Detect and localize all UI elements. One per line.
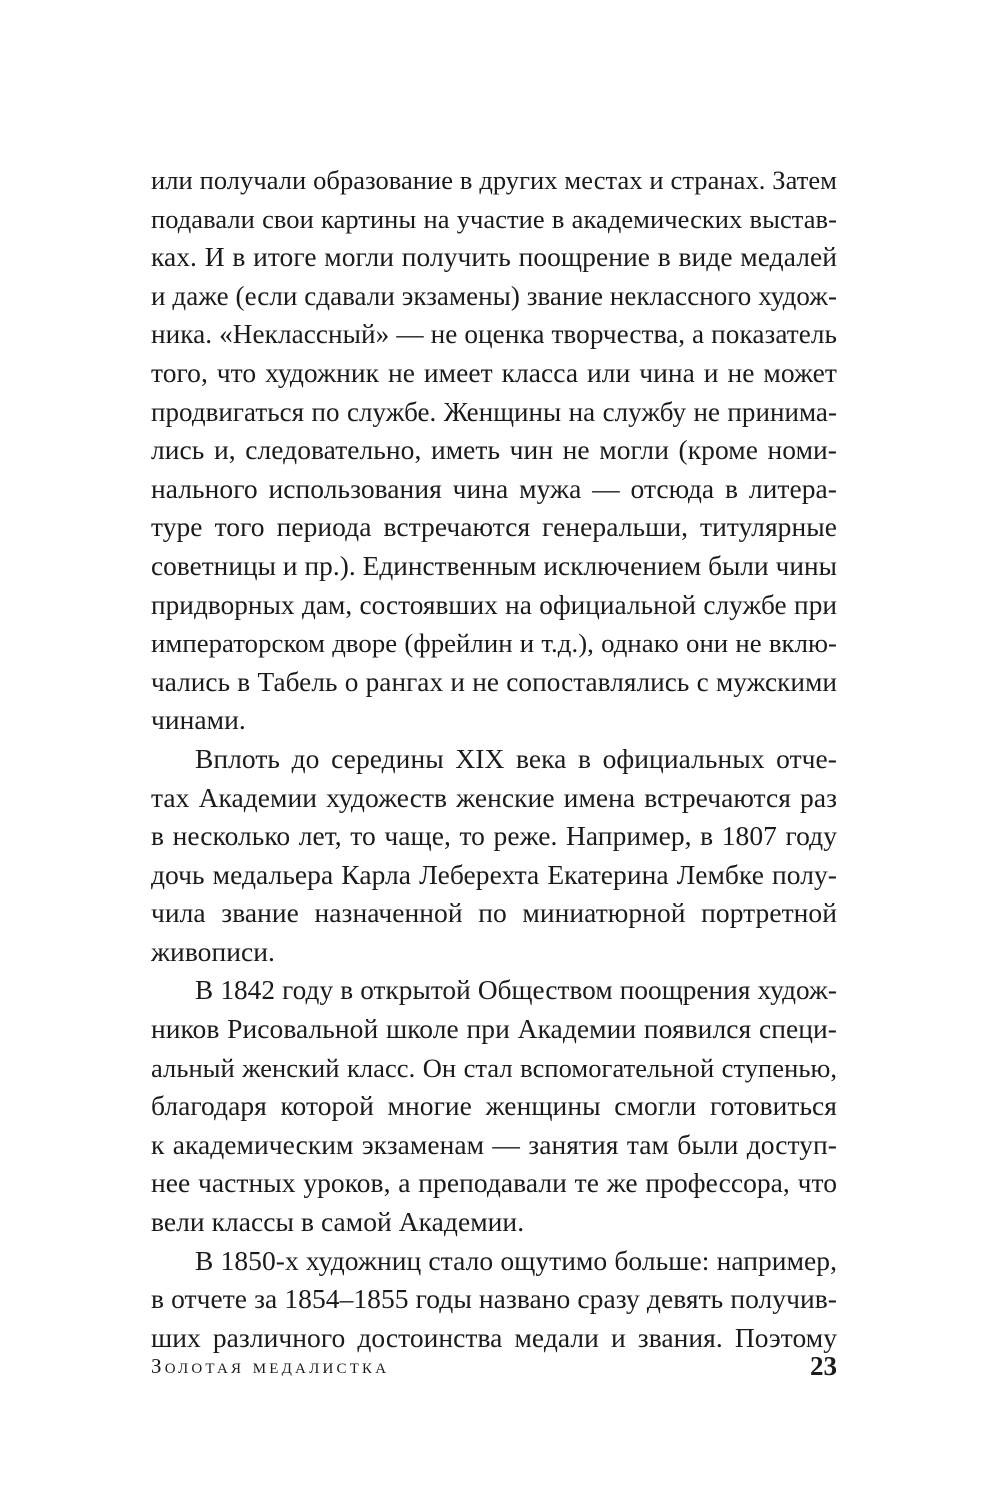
text-line: ках. И в итоге могли получить поощрение в виде медалей (151, 241, 837, 273)
page-footer (151, 1346, 837, 1386)
text-line: советницы и пр.). Единственным исключением были чины (151, 550, 837, 581)
text-line: чинами. (151, 704, 246, 736)
page-body (151, 161, 837, 1357)
text-line: ников Рисовальной школе при Академии появился специ- (151, 1013, 837, 1045)
text-line: благодаря которой многие женщины смогли готовиться (151, 1090, 837, 1122)
text-line: В 1842 году в открытой Обществом поощрения худож- (195, 975, 837, 1006)
text-line: или получали образование в других местах и странах. Затем (151, 165, 837, 195)
text-line: чались в Табель о рангах и не сопоставлялись с мужскими (151, 666, 837, 697)
text-line: придворных дам, состоявших на официальной службе при (151, 589, 837, 620)
text-line: того, что художник не имеет класса или чина и не может (151, 356, 837, 388)
running-title: Золотая медалистка (151, 1354, 390, 1378)
text-line: продвигаться по службе. Женщины на службу не принима- (151, 396, 837, 427)
text-line: Вплоть до середины XIX века в официальных отче- (195, 742, 837, 774)
page-number: 23 (810, 1351, 837, 1381)
text-line: к академическим экзаменам — занятия там были доступ- (151, 1128, 837, 1160)
text-line: туре того периода встречаются генеральши, титулярные (151, 511, 837, 543)
text-line: в несколько лет, то чаще, то реже. Например, в 1807 году (151, 820, 837, 852)
text-line: вели классы в самой Академии. (151, 1206, 525, 1238)
text-line: альный женский класс. Он стал вспомогательной ступенью, (151, 1052, 837, 1083)
text-line: В 1850-х художниц стало ощутимо больше: например, (195, 1244, 837, 1276)
text-line: ших различного достоинства медали и звания. Поэтому (151, 1321, 837, 1353)
text-line: тах Академии художеств женские имена встречаются раз (151, 781, 837, 813)
text-line: в отчете за 1854–1855 годы названо сразу девять получив- (151, 1283, 837, 1315)
text-line: лись и, следовательно, иметь чин не могли (кроме номи- (151, 434, 837, 466)
text-line: нее частных уроков, а преподавали те же профессора, что (151, 1167, 837, 1199)
text-line: живописи. (151, 935, 275, 967)
text-line: дочь медальера Карла Леберехта Екатерина Лембке полу- (151, 858, 837, 890)
text-line: подавали свои картины на участие в академических выстав- (151, 203, 837, 234)
text-line: ника. «Неклассный» — не оценка творчества, а показатель (151, 319, 837, 350)
text-line: чила звание назначенной по миниатюрной портретной (151, 897, 837, 929)
text-line: и даже (если сдавали экзамены) звание неклассного худож- (151, 280, 837, 311)
text-line: императорском дворе (фрейлин и т.д.), однако они не вклю- (151, 628, 837, 659)
text-line: нального использования чина мужа — отсюда в литера- (151, 472, 837, 504)
